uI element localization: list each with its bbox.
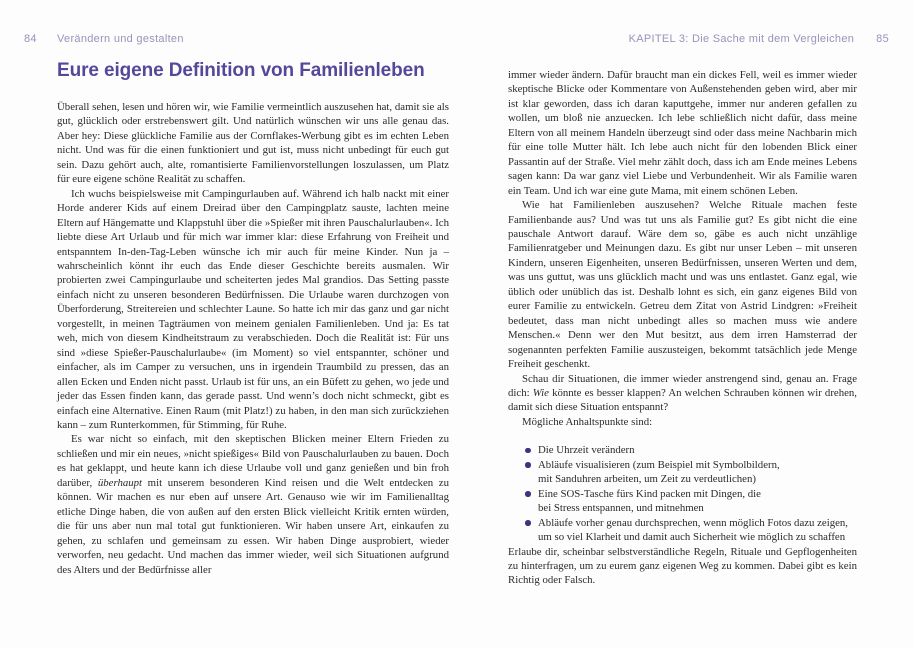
page-number-right: 85 (876, 33, 889, 45)
bullet-item (508, 443, 857, 457)
bullet-icon (525, 491, 531, 497)
body-paragraph: Es war nicht so einfach, mit den skeptischen Blicken meiner Eltern Frieden zu schließen und mir ein neues, »nicht spießiges« Bild von Pauschalurlauben zu bauen. Doch es hat geklappt, und heute kann ich diese Urlaube voll und ganz genießen und bin froh darüber, überhaupt mit unserem besonderen Kind reisen und die Welt entdecken zu können. Wir machen es nur eben auf unsere Art. Genauso wie wir im Familienalltag etliche Dinge haben, die von außen auf den ersten Blick vielleicht Kritik ernten würden, die für uns aber nun mal total gut funktionieren. Wir haben unsere Art, einkaufen zu gehen, zu schlafen und gemeinsam zu essen. Wir haben Dinge ausprobiert, wieder verworfen, neu gedacht. Und machen das immer wieder, weil sich Situationen aufgrund des Alters und der Bedürfnisse aller (57, 433, 449, 576)
bullet-item (508, 487, 857, 516)
body-paragraph: Überall sehen, lesen und hören wir, wie Familie vermeintlich auszusehen hat, damit sie als gut, glücklich oder erstrebenswert gilt. Und natürlich wünschen wir uns alle genau das. Aber hey: Diese glückliche Familie aus der Cornflakes-Werbung gibt es im echten Leben nicht. Und was für die einen funktioniert und gut ist, muss nicht unbedingt für euch gut sein. Dazu gehört auch, alte, romantisierte Familienvorstellungen loszulassen, um Platz für eure eigene schöne Realität zu schaffen. (57, 101, 449, 186)
running-head-left: Verändern und gestalten (57, 33, 184, 45)
bullet-item (508, 458, 857, 487)
bullet-icon (525, 462, 531, 468)
bullet-text: Abläufe vorher genau durchsprechen, wenn möglich Fotos dazu zeigen, um so viel Klarheit und damit auch Sicherheit wie möglich zu schaffen (538, 516, 849, 544)
bullet-text: Abläufe visualisieren (zum Beispiel mit Symbolbildern, mit Sanduhren arbeiten, um Zeit zu verdeutlichen) (538, 458, 780, 486)
bullet-icon (525, 520, 531, 526)
right-page-body (508, 68, 857, 588)
closing-paragraph: Erlaube dir, scheinbar selbstverständliche Regeln, Rituale und Gepflogenheiten zu hinterfragen, um zu eurem ganz eigenen Weg zu kommen. Dabei gibt es kein Richtig oder Falsch. (508, 545, 857, 587)
body-paragraph: Ich wuchs beispielsweise mit Campingurlauben auf. Während ich halb nackt mit einer Horde anderer Kids auf einem Dreirad über den Campingplatz sauste, lachten meine Eltern auf Hängematte und Klappstuhl über die »Spießer mit ihren Pauschalurlauben«. Ich liebte diese Art Urlaub und für mich war immer klar: diese Erfahrung von Freiheit und entspanntem In-den-Tag-Leben wünsche ich mir auch für meine Kinder. Nun ja – wahrscheinlich könnt ihr euch das Ende dieser Geschichte bereits ausmalen. Wir probierten zwei Campingurlaube und scheiterten jedes Mal grandios. Das Setting passte einfach nicht zu unseren besonderen Bedürfnissen. Die Urlaube waren durchzogen von Überforderung, Streitereien und schlechter Laune. So hatte ich mir das ganz und gar nicht vorgestellt, in meinen Tagträumen von meinem genialen Familienleben. Und ja: Es tat weh, mich von diesem Kindheitstraum zu verabschieden. Doch die Realität ist: Für uns sind »diese Spießer-Pauschalurlaube« (im Moment) so viel entspannter, schöner und einfacher, als im Camper zu versuchen, uns in irgendein Traumbild zu pressen, das an allen Ecken und Enden nicht passt. Urlaub ist für uns, an ein Büfett zu gehen, wo jede und jeder das Essen finden kann, das gerade passt. Und wenn’s doch nicht schmeckt, gibt es einfach eine Alternative. Einen Raum (mit Platz!) zu haben, in den man sich zurückziehen kann – zum Runterkommen, für Stimming, für Ruhe. (57, 187, 449, 431)
bullet-text: Eine SOS-Tasche fürs Kind packen mit Dingen, die bei Stress entspannen, und mitnehmen (538, 487, 761, 515)
bullet-text: Die Uhrzeit verändern (538, 444, 635, 457)
body-paragraph: immer wieder ändern. Dafür braucht man ein dickes Fell, weil es immer wieder skeptische Blicke oder Kommentare von Außenstehenden geben wird, aber mir ist klar geworden, dass ich daran kaputtgehe, immer nur anderen gefallen zu wollen, um bloß nie anzuecken. Ich lebe schließlich nicht dafür, dass meine Eltern von all meinem Handeln überzeugt sind oder dass meine Nachbarin mich für eine tolle Mutter hält. Ich lebe auch nicht für den lobenden Blick einer Passantin auf der Straße. Viel mehr zählt doch, dass ich am Ende meines Lebens sagen kann: Da war ganz viel Liebe und Verbundenheit. Wir als Familie waren ein Team. Und ich war eine gute Mama, mit einem schönen Leben. (508, 69, 857, 197)
body-paragraph: Wie hat Familienleben auszusehen? Welche Rituale machen feste Familienbande aus? Und was tut uns als Familie gut? Es gibt nicht die eine pauschale Antwort darauf. Wäre dem so, gäbe es auch nicht unzählige Familienratgeber und Meinungen dazu. Es gibt nur unser Leben – mit unseren Kindern, unseren Eigenheiten, unseren Bedürfnissen, unseren Werten und dem, was uns guttut, was uns glücklich macht und was uns entlastet. Ganz egal, wie üblich oder unüblich das ist. Deshalb lohnt es sich, ein ganz eigenes Bild von eurer Familie zu entwickeln. Getreu dem Zitat von Astrid Lindgren: »Freiheit bedeutet, dass man nicht unbedingt alles so machen muss wie andere Menschen.« Denn wer den Mut besitzt, aus dem irren Hamsterrad der sogenannten perfekten Familie auszusteigen, bekommt tatsächlich jede Menge Freiheit geschenkt. (508, 199, 857, 371)
bullet-icon (525, 448, 531, 454)
body-paragraph: Mögliche Anhaltspunkte sind: (522, 415, 653, 428)
running-head-right-row (508, 33, 889, 45)
page-number-left: 84 (24, 33, 37, 45)
running-head-right: KAPITEL 3: Die Sache mit dem Vergleichen (628, 33, 855, 45)
left-page-body (57, 100, 449, 577)
bullet-list (508, 443, 857, 544)
body-paragraph: Schau dir Situationen, die immer wieder anstrengend sind, genau an. Frage dich: Wie könnte es besser klappen? An welchen Schrauben können wir drehen, damit sich diese Situation entspannt? (508, 372, 857, 414)
section-heading: Eure eigene Definition von Familienleben (57, 60, 425, 81)
bullet-item (508, 516, 857, 545)
